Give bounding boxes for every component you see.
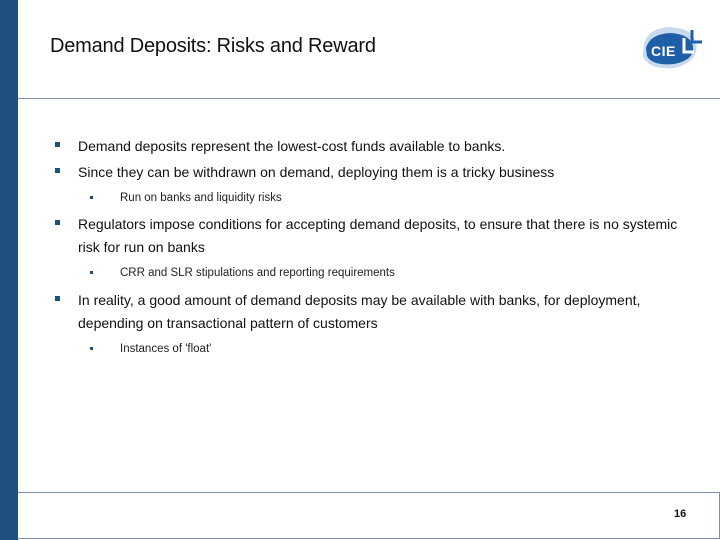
bullet-item xyxy=(78,213,678,259)
square-sub-bullet-icon xyxy=(90,347,93,350)
bullet-item xyxy=(78,135,678,158)
square-bullet-icon xyxy=(55,168,60,173)
sub-bullet-item xyxy=(120,190,680,206)
sub-bullet-item xyxy=(120,265,680,281)
sub-bullet-text: Run on banks and liquidity risks xyxy=(120,192,282,204)
ciel-logo-icon xyxy=(634,22,704,74)
slide-title: Demand Deposits: Risks and Reward xyxy=(50,35,376,57)
footer-frame xyxy=(18,492,720,539)
sub-bullet-text: CRR and SLR stipulations and reporting requirements xyxy=(120,267,395,279)
square-bullet-icon xyxy=(55,142,60,147)
header-divider xyxy=(18,98,720,99)
bullet-item xyxy=(78,289,678,335)
left-accent-bar xyxy=(0,0,18,540)
sub-bullet-item xyxy=(120,341,680,357)
logo-text: CIE xyxy=(651,43,676,59)
bullet-text: Demand deposits represent the lowest-cost funds available to banks. xyxy=(78,138,506,154)
bullet-text: Regulators impose conditions for accepting demand deposits, to ensure that there is no systemic risk for run on banks xyxy=(78,216,678,255)
bullet-text: In reality, a good amount of demand deposits may be available with banks, for deployment, depending on transactional pattern of customers xyxy=(78,292,641,331)
bullet-text: Since they can be withdrawn on demand, deploying them is a tricky business xyxy=(78,164,555,180)
sub-bullet-text: Instances of 'float' xyxy=(120,343,212,355)
bullet-item xyxy=(78,161,678,184)
square-bullet-icon xyxy=(55,296,60,301)
company-logo xyxy=(634,22,704,74)
square-sub-bullet-icon xyxy=(90,271,93,274)
page-number: 16 xyxy=(674,508,687,520)
square-sub-bullet-icon xyxy=(90,196,93,199)
square-bullet-icon xyxy=(55,220,60,225)
